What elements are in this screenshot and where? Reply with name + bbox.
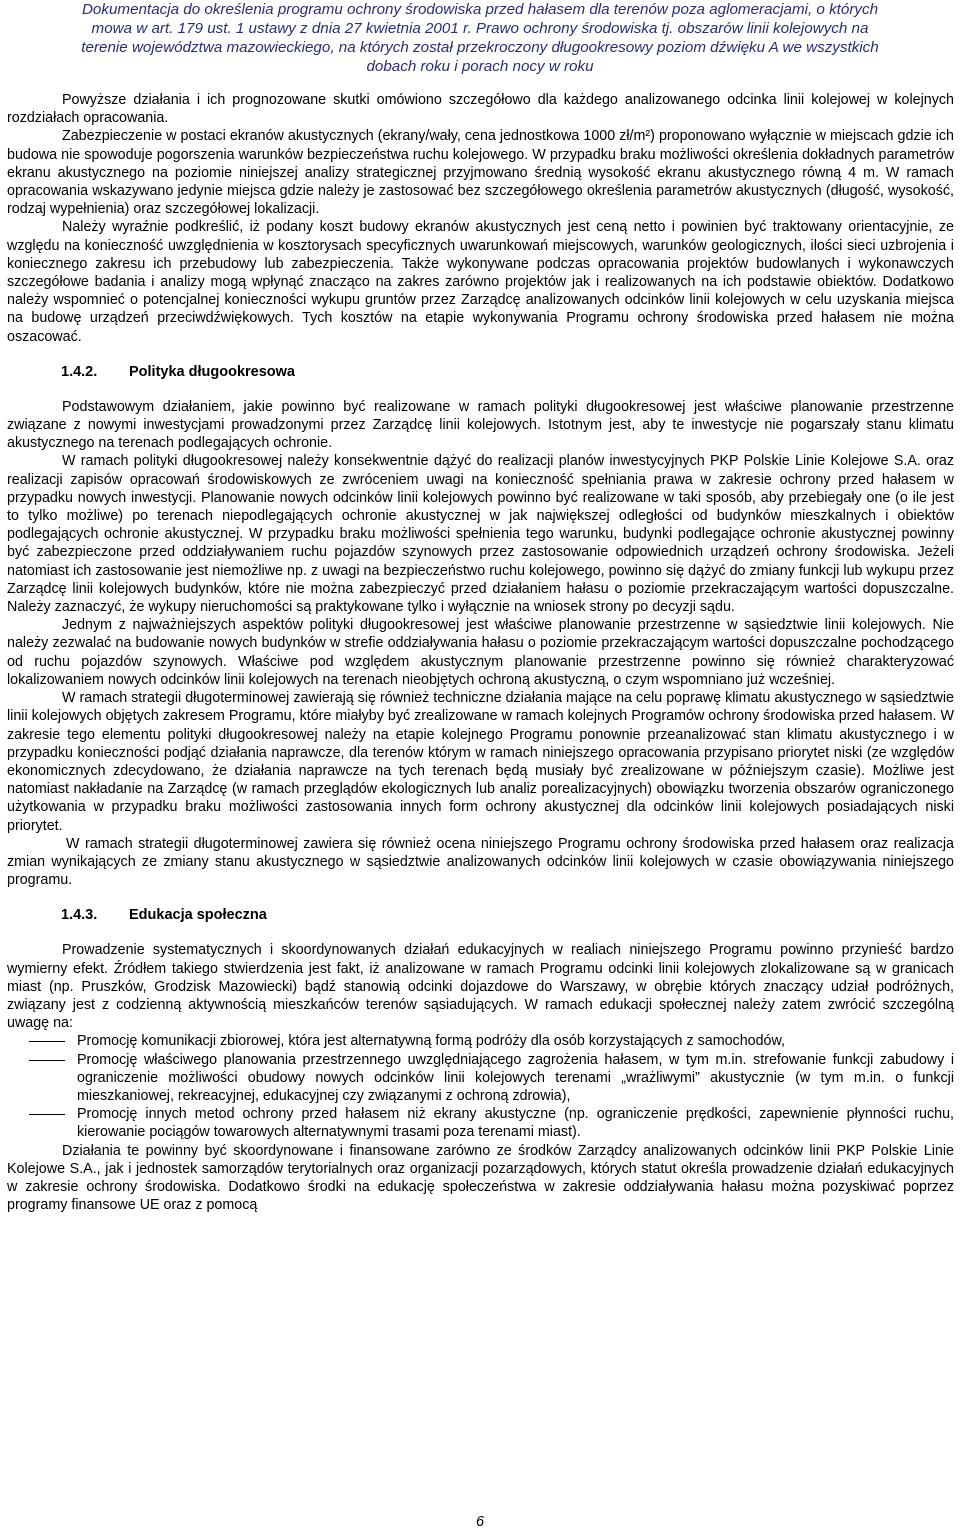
paragraph: W ramach strategii długoterminowej zawierają się również techniczne działania mające na celu poprawę klimatu akustycznego w sąsiedztwie linii kolejowych objętych zakresem Programu, które miałyby być zrealizowane w ramach kolejnych Programów ochrony środowiska przed hałasem. W zakresie tego elementu polityki długookresowej należy na etapie kolejnego Programu ponownie przeanalizować stan klimatu akustycznego i w przypadku konieczności podjąć działania naprawcze, dla terenów którym w ramach niniejszego opracowania przypisano priorytet niski (ze względów ekonomicznych zdecydowano, że działania naprawcze na tych terenach będą musiały być zrealizowane w późniejszym czasie). Możliwe jest natomiast nakładanie na Zarządcę (w ramach przeglądów ekologicznych lub analiz porealizacyjnych) obowiązku tworzenia obszarów ograniczonego użytkowania w przypadku braku możliwości zastosowania innych form ochrony akustycznej dla odcinków linii kolejowych posiadających niski priorytet. (7, 690, 954, 834)
paragraph: Powyższe działania i ich prognozowane skutki omówiono szczegółowo dla każdego analizowanego odcinka linii kolejowej w kolejnych rozdziałach opracowania. (7, 92, 954, 127)
header-line: terenie województwa mazowieckiego, na których został przekroczony długookresowy poziom dźwięku A we wszystkich (81, 39, 879, 56)
paragraph: W ramach strategii długoterminowej zawiera się również ocena niniejszego Programu ochrony środowiska przed hałasem oraz realizacja zmian wynikających ze zmiany stanu akustycznego w sąsiedztwie analizowanych odcinków linii kolejowych w czasie obowiązywania niniejszego programu. (7, 835, 954, 889)
dash-list (7, 1032, 954, 1141)
dash-bullet (29, 1060, 65, 1061)
paragraph: Podstawowym działaniem, jakie powinno być realizowane w ramach polityki długookresowej jest właściwe planowanie przestrzenne związane z nowymi inwestycjami prowadzonymi przez Zarządcę linii kolejowych. Istotnym jest, aby te inwestycje nie pogarszały stanu klimatu akustycznego na terenach podlegających ochronie. (7, 398, 954, 452)
section-title: Polityka długookresowa (129, 363, 295, 380)
paragraph: Prowadzenie systematycznych i skoordynowanych działań edukacyjnych w realiach niniejszego Programu powinno przynieść bardzo wymierny efekt. Źródłem takiego stwierdzenia jest fakt, iż analizowane w ramach Programu odcinki linii kolejowych zlokalizowane są w granicach miast (np. Pruszków, Grodzisk Mazowiecki) bądź stanowią odcinki dojazdowe do Warszawy, w obrębie których znaczący udział podróżnych, związany jest z codzienną aktywnością mieszkańców terenów sąsiadujących. W ramach edukacji społecznej należy zatem zwrócić szczególną uwagę na: (7, 942, 954, 1032)
page-number: 6 (475, 1514, 485, 1530)
section-number: 1.4.3. (61, 907, 98, 924)
running-header (6, 0, 954, 76)
section-title: Edukacja społeczna (129, 907, 267, 924)
header-line: Dokumentacja do określenia programu ochrony środowiska przed hałasem dla terenów poza aglomeracjami, o których (81, 1, 879, 18)
section-number: 1.4.2. (61, 363, 98, 380)
list-item: Promocję komunikacji zbiorowej, która jest alternatywną formą podróży dla osób korzystających z samochodów, (7, 1032, 954, 1050)
section-heading-1-4-2 (61, 363, 954, 381)
list-item: Promocję właściwego planowania przestrzennego uwzględniającego zagrożenia hałasem, w tym m.in. strefowanie funkcji zabudowy i ograniczenie możliwości obudowy nowych odcinków linii kolejowych terenami „wrażliwymi” akustycznie (w tym m.in. o funkcji mieszkaniowej, rekreacyjnej, edukacyjnej czy związanymi z ochroną zdrowia), (7, 1051, 954, 1106)
paragraph: Działania te powinny być skoordynowane i finansowane zarówno ze środków Zarządcy analizowanych odcinków linii PKP Polskie Linie Kolejowe S.A., jak i jednostek samorządów terytorialnych oraz organizacji pozarządowych, których statut określa prowadzenie działań edukacyjnych w zakresie ochrony środowiska. Dodatkowo środki na edukację społeczeństwa w zakresie oddziaływania hałasu można pozyskiwać poprzez programy finansowe UE oraz z pomocą (7, 1142, 954, 1214)
dash-bullet (29, 1041, 65, 1042)
body-content (7, 91, 954, 1214)
header-line: dobach roku i porach nocy w roku (366, 58, 594, 75)
section-heading-1-4-3 (61, 906, 954, 924)
dash-bullet (29, 1114, 65, 1115)
paragraph: Należy wyraźnie podkreślić, iż podany koszt budowy ekranów akustycznych jest ceną netto i powinien być traktowany orientacyjnie, ze względu na konieczność uwzględnienia w kosztorysach specyficznych uwarunkowań miejscowych, warunków geologicznych, ilości sieci uzbrojenia i koniecznego zakresu ich przebudowy lub zabezpieczenia. Także wykonywane podczas opracowania projektów budowlanych i wykonawczych szczegółowe badania i analizy mogą wpłynąć znacząco na zakres zarówno projektów jak i realizowanych na ich podstawie obiektów. Dodatkowo należy wspomnieć o potencjalnej konieczności wykupu gruntów przez Zarządcę analizowanych odcinków linii kolejowych w celu uzyskania miejsca na budowę urządzeń przeciwdźwiękowych. Tych kosztów na etapie wykonywania Programu ochrony środowiska przed hałasem nie można oszacować. (7, 219, 954, 345)
paragraph: Jednym z najważniejszych aspektów polityki długookresowej jest właściwe planowanie przestrzenne w sąsiedztwie linii kolejowych. Nie należy zezwalać na budowanie nowych budynków w strefie oddziaływania hałasu o poziomie przekraczającym wartości dopuszczalne pochodzącego od ruchu pojazdów szynowych. Właściwe pod względem akustycznym planowanie przestrzenne powinno się również charakteryzować lokalizowaniem nowych odcinków linii kolejowych na terenach nieobjętych ochroną akustyczną, o czym wspomniano już wcześniej. (7, 617, 954, 688)
paragraph: W ramach polityki długookresowej należy konsekwentnie dążyć do realizacji planów inwestycyjnych PKP Polskie Linie Kolejowe S.A. oraz realizacji zapisów opracowań środowiskowych ze zwróceniem uwagi na konieczność spełniania prawa w zakresie ochrony przed hałasem w przypadku nowych inwestycji. Planowanie nowych odcinków linii kolejowych powinno być realizowane w taki sposób, aby przebiegały one (o ile jest to tylko możliwe) po terenach niepodlegających ochronie akustycznej w jak największej odległości od budynków mieszkalnych i obiektów podlegających ochronie akustycznej. W przypadku braku możliwości spełnienia tego warunku, budynki podlegające ochronie akustycznej powinny być zabezpieczone przed oddziaływaniem ruchu pojazdów szynowych przez zastosowanie odpowiednich urządzeń ochrony środowiska. Jeżeli natomiast ich zastosowanie jest niemożliwe np. z uwagi na bezpieczeństwo ruchu kolejowego, powinno się dążyć do zmiany funkcji lub wykupu przez Zarządcę linii kolejowych budynków, które nie można zabezpieczyć przed działaniem hałasu o poziomie przekraczającym wartości dopuszczalne. Należy zaznaczyć, że wykupy nieruchomości są praktykowane tylko i wyłącznie na wniosek strony po decyzji sądu. (7, 453, 954, 616)
header-line: mowa w art. 179 ust. 1 ustawy z dnia 27 kwietnia 2001 r. Prawo ochrony środowiska tj. obszarów linii kolejowych na (91, 20, 869, 37)
paragraph: Zabezpieczenie w postaci ekranów akustycznych (ekrany/wały, cena jednostkowa 1000 zł/m²) proponowano wyłącznie w miejscach gdzie ich budowa nie spowoduje pogorszenia warunków bezpieczeństwa ruchu kolejowego. W przypadku braku możliwości określenia dokładnych parametrów ekranu akustycznego na poziomie niniejszej analizy strategicznej przyjmowano średnią wysokość ekranu akustycznego równą 4 m. W ramach opracowania wskazywano jedynie miejsca gdzie należy je zastosować bez szczegółowego określenia parametrów akustycznych (długość, wysokość, rodzaj wypełnienia) oraz szczegółowej lokalizacji. (7, 128, 954, 218)
list-item: Promocję innych metod ochrony przed hałasem niż ekrany akustyczne (np. ograniczenie prędkości, zapewnienie płynności ruchu, kierowanie pociągów towarowych alternatywnymi trasami poza terenami miast). (7, 1105, 954, 1141)
